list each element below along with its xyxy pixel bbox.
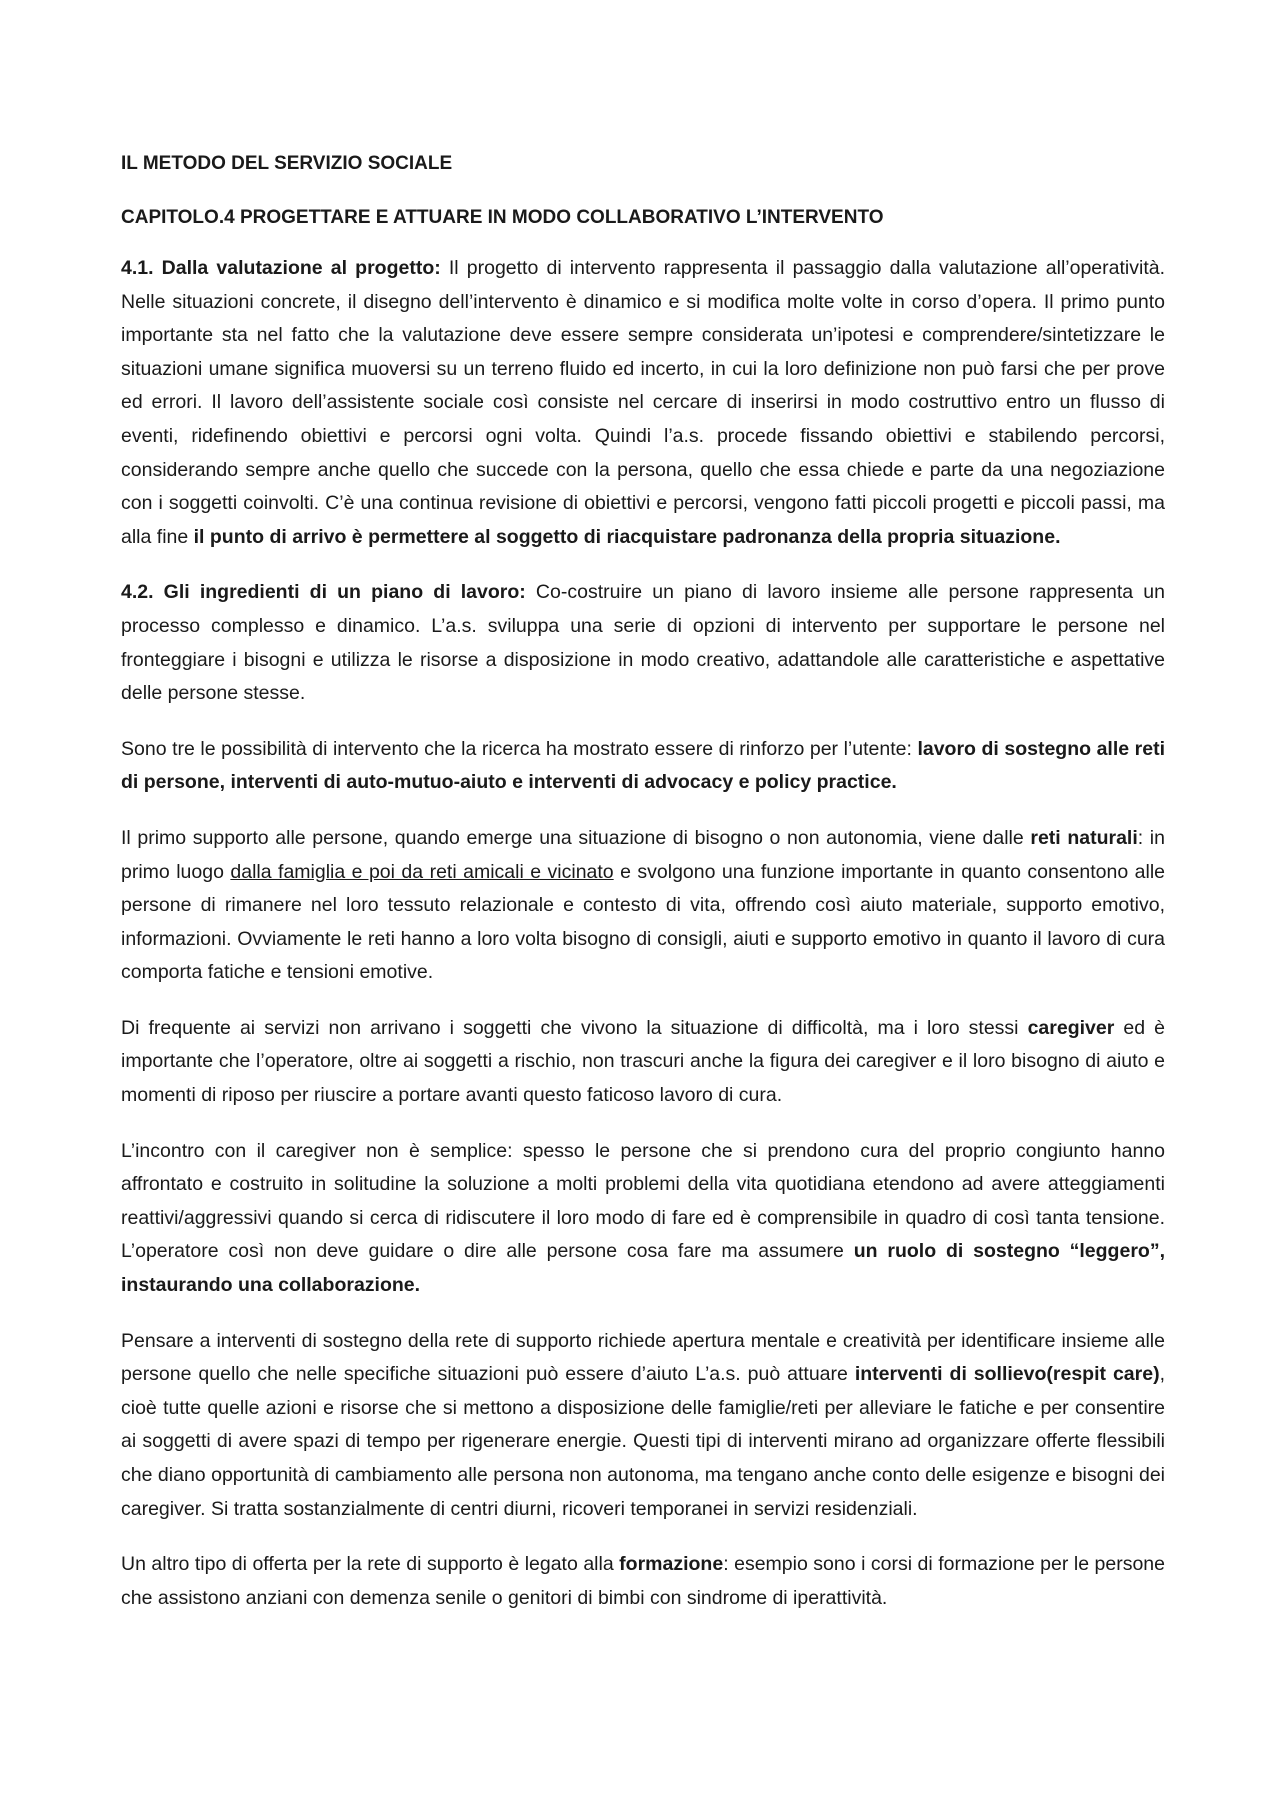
text-run: e svolgono una funzione importante in quanto consentono alle persone di rimanere nel loro tessuto relazionale e contesto di vita, offrendo così aiuto materiale, supporto emotivo, informazioni. Ovviamente le reti hanno a loro volta bisogno di consigli, aiuti e supporto emotivo in quanto il lavoro di cura comporta fatiche e tensioni emotive. bbox=[121, 860, 1165, 984]
section-heading-4-2: 4.2. Gli ingredienti di un piano di lavoro: bbox=[121, 581, 526, 604]
bold-run: interventi di sollievo(respit care) bbox=[854, 1363, 1160, 1386]
bold-run: il punto di arrivo è permettere al soggetto di riacquistare padronanza della propria situazione. bbox=[193, 525, 1061, 548]
text-run: , cioè tutte quelle azioni e risorse che si mettono a disposizione delle famiglie/reti per alleviare le fatiche e per consentire ai soggetti di avere spazi di tempo per rigenerare energie. Questi tipi di interventi mirano ad organizzare offerte flessibili che diano opportunità di cambiamento alle persona non autonoma, ma tengano anche conto delle esigenze e bisogni dei caregiver. Si tratta sostanzialmente di centri diurni, ricoveri temporanei in servizi residenziali. bbox=[121, 1363, 1165, 1520]
text-run: : in primo luogo bbox=[121, 826, 1165, 883]
document-title: IL METODO DEL SERVIZIO SOCIALE bbox=[121, 153, 453, 174]
paragraph-caregiver bbox=[121, 1012, 1165, 1113]
document-page bbox=[121, 150, 1165, 1637]
text-run: Pensare a interventi di sostegno della rete di supporto richiede apertura mentale e creatività per identificare insieme alle persone quello che nelle specifiche situazioni può essere d’aiuto L’a.s. può attuare bbox=[121, 1329, 1165, 1386]
paragraph-4-2 bbox=[121, 576, 1165, 710]
section-heading-4-1: 4.1. Dalla valutazione al progetto: bbox=[121, 257, 441, 279]
paragraph-incontro bbox=[121, 1135, 1165, 1303]
text-run: Il progetto di intervento rappresenta il passaggio dalla valutazione all’operatività. Nelle situazioni concrete, il disegno dell’intervento è dinamico e si modifica molte volte in corso d’opera. Il primo punto importante sta nel fatto che la valutazione deve essere sempre considerata un’ipotesi e comprendere/sintetizzare le situazioni umane significa muoversi su un terreno fluido ed incerto, in cui la loro definizione non può farsi che per prove ed errori. Il lavoro dell’assistente sociale così consiste nel cercare di inserirsi in modo costruttivo entro un flusso di eventi, ridefinendo obiettivi e percorsi ogni volta. Quindi l’a.s. procede fissando obiettivi e stabilendo percorsi, considerando sempre anche quello che succede con la persona, quello che essa chiede e parte da una negoziazione con i soggetti coinvolti. C’è una continua revisione di obiettivi e percorsi, vengono fatti piccoli progetti e piccoli passi, ma alla fine bbox=[121, 257, 1165, 548]
paragraph-sollievo bbox=[121, 1325, 1165, 1527]
bold-run: caregiver bbox=[1027, 1016, 1115, 1039]
paragraph-possibilities bbox=[121, 733, 1165, 800]
text-run: Di frequente ai servizi non arrivano i soggetti che vivono la situazione di difficoltà, ma i loro stessi bbox=[121, 1016, 1028, 1039]
text-run: Co-costruire un piano di lavoro insieme alle persone rappresenta un processo complesso e dinamico. L’a.s. sviluppa una serie di opzioni di intervento per supportare le persone nel fronteggiare i bisogni e utilizza le risorse a disposizione in modo creativo, adattandole alle caratteristiche e aspettative delle persone stesse. bbox=[121, 581, 1165, 705]
bold-run: un ruolo di sostegno “leggero”, instaurando una collaborazione. bbox=[121, 1240, 1165, 1297]
text-run: Il primo supporto alle persone, quando emerge una situazione di bisogno o non autonomia, viene dalle bbox=[121, 826, 1031, 849]
text-run: Sono tre le possibilità di intervento che la ricerca ha mostrato essere di rinforzo per l’utente: bbox=[121, 737, 918, 760]
underlined-run: dalla famiglia e poi da reti amicali e vicinato bbox=[230, 860, 614, 883]
paragraph-reti-naturali bbox=[121, 822, 1165, 990]
text-run: L’incontro con il caregiver non è semplice: spesso le persone che si prendono cura del proprio congiunto hanno affrontato e costruito in solitudine la soluzione a molti problemi della vita quotidiana etendono ad avere atteggiamenti reattivi/aggressivi quando si cerca di ridiscutere il loro modo di fare ed è comprensibile in quadro di così tanta tensione. L’operatore così non deve guidare o dire alle persone cosa fare ma assumere bbox=[121, 1139, 1165, 1263]
chapter-title: CAPITOLO.4 PROGETTARE E ATTUARE IN MODO COLLABORATIVO L’INTERVENTO bbox=[121, 207, 884, 228]
text-run: Un altro tipo di offerta per la rete di supporto è legato alla bbox=[121, 1553, 620, 1576]
bold-run: reti naturali bbox=[1030, 826, 1138, 849]
bold-run: lavoro di sostegno alle reti di persone, interventi di auto-mutuo-aiuto e interventi di advocacy e policy practice. bbox=[121, 737, 1165, 794]
text-run: ed è importante che l’operatore, oltre ai soggetti a rischio, non trascuri anche la figura dei caregiver e il loro bisogno di aiuto e momenti di riposo per riuscire a portare avanti questo faticoso lavoro di cura. bbox=[121, 1016, 1165, 1107]
text-run: : esempio sono i corsi di formazione per le persone che assistono anziani con demenza senile o genitori di bimbi con sindrome di iperattività. bbox=[121, 1553, 1165, 1609]
bold-run: formazione bbox=[619, 1553, 724, 1576]
paragraph-4-1 bbox=[121, 252, 1165, 554]
paragraph-formazione bbox=[121, 1548, 1165, 1615]
